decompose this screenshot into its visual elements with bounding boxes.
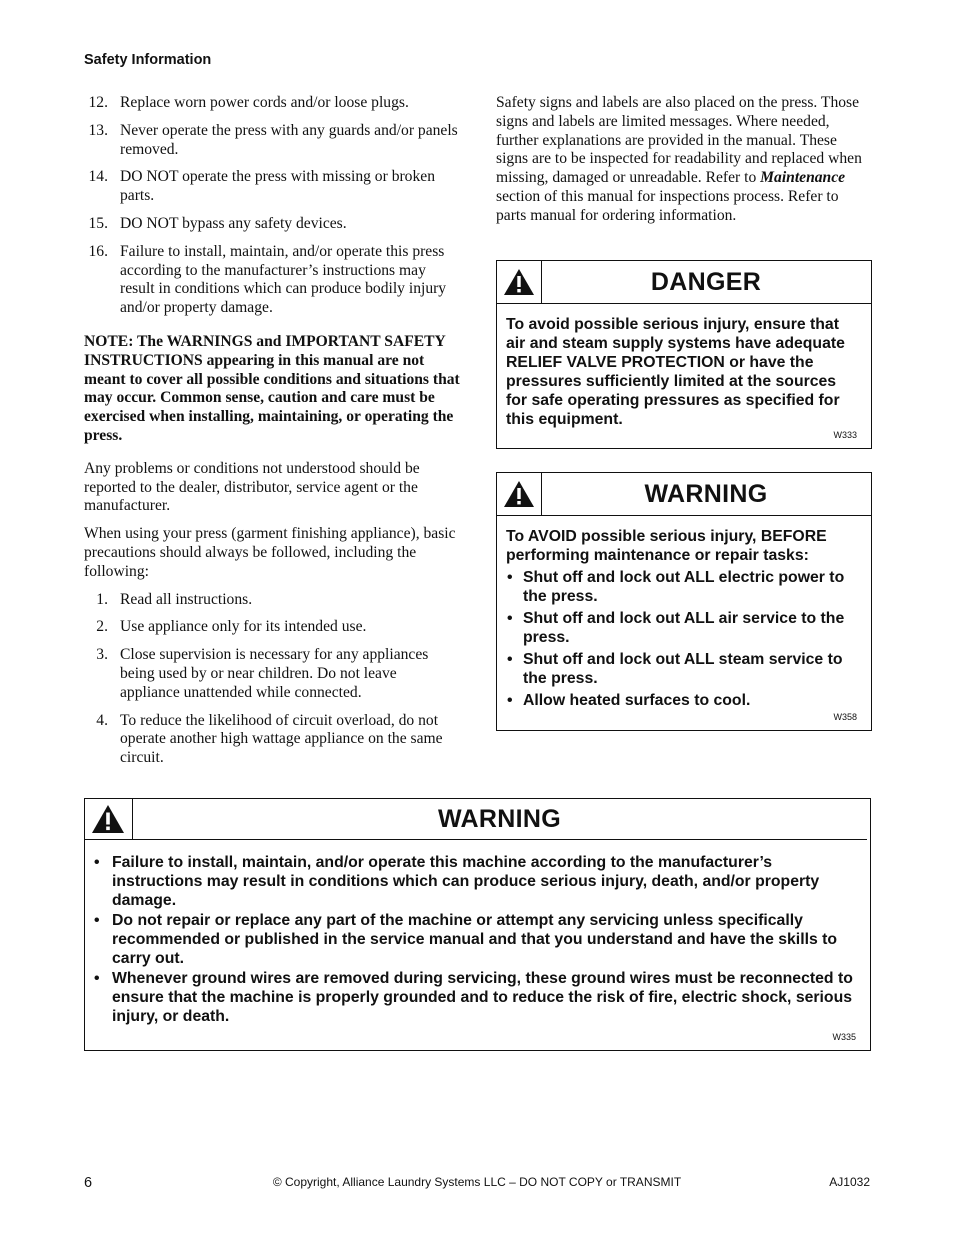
list-item: 12. Replace worn power cords and/or loose plugs. — [88, 94, 409, 111]
list-item: 15. DO NOT bypass any safety devices. — [88, 214, 347, 232]
list-item: • Allow heated surfaces to cool. — [507, 692, 751, 709]
danger-text: To avoid possible serious injury, ensure that air and steam supply systems have adequate RELIEF VALVE PROTECTION or have the pressures sufficiently limited at the sources for safe operating pressures as specified for this equipment. — [506, 316, 845, 428]
list-item: 1. Read all instructions. — [96, 590, 253, 608]
warning-triangle-icon — [503, 480, 535, 508]
danger-box — [496, 260, 872, 449]
copyright-notice: © Copyright, Alliance Laundry Systems LLC – DO NOT COPY or TRANSMIT — [272, 1175, 682, 1189]
warning-header — [85, 799, 867, 840]
list-item: • Shut off and lock out ALL air service to the press. — [507, 610, 845, 646]
warning-bullets — [506, 568, 861, 710]
list-item: 16. Failure to install, maintain, and/or operate this press according to the manufacturer’s instructions may result in conditions which can produce bodily injury and/or property damage. — [88, 242, 447, 317]
warning-box-maintenance — [496, 472, 872, 731]
signs-paragraph: Safety signs and labels are also placed on the press. Those signs and labels are limited messages. Where needed, further explanations are provided in the manual. These signs are to be inspected for readability and replaced when missing, damaged or unreadable. Refer to Maintenance section of this manual for inspections process. Refer to parts manual for ordering information. — [496, 94, 862, 224]
warning-intro: To AVOID possible serious injury, BEFORE performing maintenance or repair tasks: — [506, 528, 827, 564]
document-number: AJ1032 — [829, 1175, 870, 1189]
list-item: 2. Use appliance only for its intended use. — [96, 618, 367, 636]
left-column — [84, 94, 460, 777]
paragraph: When using your press (garment finishing appliance), basic precautions should always be followed, including the following: — [84, 525, 456, 580]
warning-triangle-icon — [91, 804, 125, 834]
danger-header — [497, 261, 871, 304]
list-item: • Do not repair or replace any part of the machine or attempt any servicing unless specifically recommended or published in the service manual and that you understand and have the skills to carry out. — [94, 912, 838, 967]
label-code: W358 — [833, 712, 857, 722]
signal-word: WARNING — [438, 804, 561, 833]
list-item: • Failure to install, maintain, and/or operate this machine according to the manufacturer’s instructions may result in conditions which can produce serious injury, death, and/or property damage. — [94, 854, 820, 909]
list-item: • Whenever ground wires are removed during servicing, these ground wires must be reconnected to ensure that the machine is properly grounded and to reduce the risk of fire, electric shock, serious injury, or death. — [94, 970, 853, 1025]
precautions-list — [84, 591, 460, 768]
maintenance-emphasis: Maintenance — [760, 169, 846, 187]
warning-header — [497, 473, 871, 516]
warning-triangle-icon — [503, 268, 535, 296]
label-code: W333 — [833, 430, 857, 440]
list-item: 14. DO NOT operate the press with missing or broken parts. — [88, 168, 435, 205]
page-number: 6 — [84, 1175, 93, 1191]
signal-word: WARNING — [644, 479, 768, 508]
list-item: 4. To reduce the likelihood of circuit overload, do not operate another high wattage appliance on the same circuit. — [96, 711, 443, 767]
list-item: • Shut off and lock out ALL steam service to the press. — [507, 651, 843, 687]
list-item: 13. Never operate the press with any guards and/or panels removed. — [88, 121, 458, 158]
list-item: 3. Close supervision is necessary for any appliances being used by or near children. Do not leave appliance unattended while connected. — [96, 646, 429, 701]
warning-bullets — [93, 853, 860, 1026]
safety-list-continued — [84, 94, 460, 318]
right-column — [496, 94, 872, 226]
signal-word: DANGER — [650, 267, 762, 296]
label-code: W335 — [832, 1032, 856, 1042]
list-item: • Shut off and lock out ALL electric power to the press. — [507, 569, 845, 605]
safety-note: NOTE: The WARNINGS and IMPORTANT SAFETY INSTRUCTIONS appearing in this manual are not meant to cover all possible conditions and situations that may occur. Common sense, caution and care must be exercised when installing, maintaining, or operating the press. — [84, 332, 460, 444]
paragraph: Any problems or conditions not understood should be reported to the dealer, distributor, service agent or the manufacturer. — [84, 459, 420, 515]
warning-box-general — [84, 798, 871, 1051]
section-title: Safety Information — [84, 52, 212, 68]
